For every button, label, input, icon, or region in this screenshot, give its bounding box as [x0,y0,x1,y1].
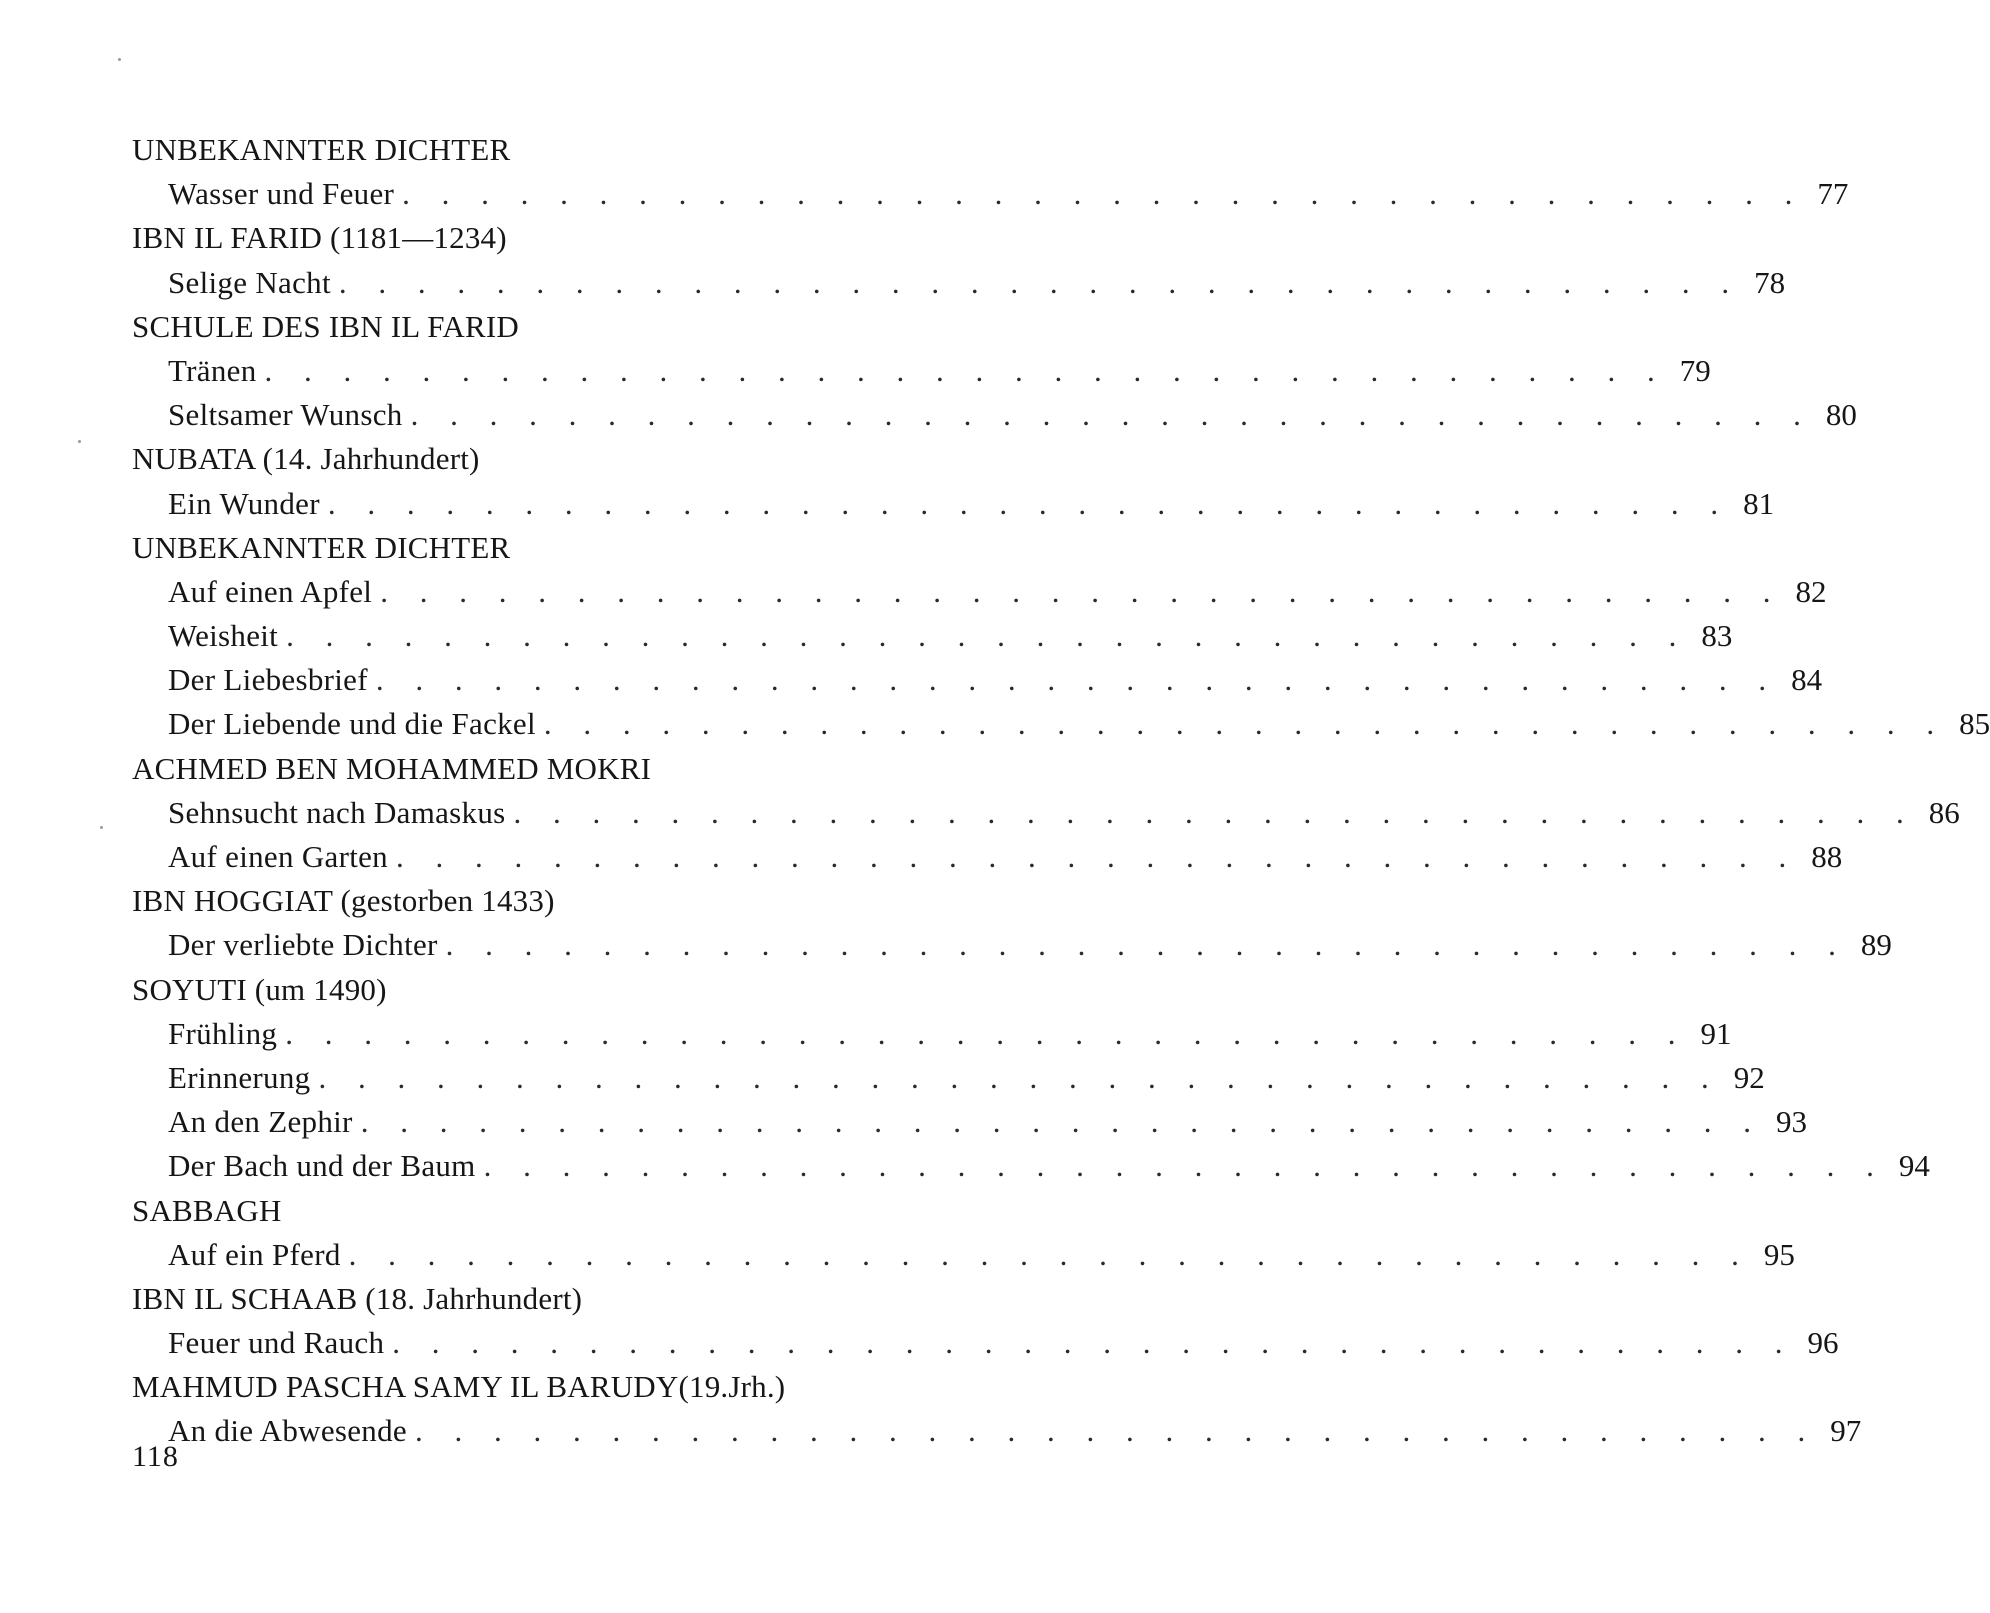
toc-entry [132,1409,1862,1453]
toc-entry-title: Der verliebte Dichter [168,927,438,963]
toc-entry-page: 88 [1811,839,1843,874]
dot-leader: . . . . . . . . . . . . . . . . . . . . . . . . . . . . . . . . . . . . [286,618,1689,654]
toc-entry [132,261,1786,305]
toc-entry-title: Feuer und Rauch [168,1325,385,1361]
toc-entry-page: 78 [1754,264,1786,300]
toc-entry-page: 79 [1679,352,1711,388]
toc-entry-title: Frühling [168,1015,278,1051]
toc-author-heading: SABBAGH [132,1192,282,1228]
toc-entry [132,1012,1732,1056]
toc-entry-page: 81 [1743,485,1775,521]
toc-entry-title: Wasser und Feuer [168,176,395,212]
toc-entry-page: 94 [1898,1148,1930,1184]
toc-entry-title: Selige Nacht [168,264,331,300]
toc-entry [132,791,1960,835]
table-of-contents [132,128,1990,1454]
dot-leader: . . . . . . . . . . . . . . . . . . . . . . . . . . . . . . . . . . . . [348,1236,1751,1272]
toc-entry-page: 85 [1959,706,1990,742]
toc-entry-title: Sehnsucht nach Damaskus [168,794,506,830]
dot-leader: . . . . . . . . . . . . . . . . . . . . . . . . . . . . . . . . . . . . [392,1325,1795,1361]
dot-leader: . . . . . . . . . . . . . . . . . . . . . . . . . . . . . . . . . . . . [483,1148,1886,1184]
toc-entry-page: 86 [1928,794,1960,830]
toc-entry-page: 89 [1860,927,1892,963]
dot-leader: . . . . . . . . . . . . . . . . . . . . . . . . . . . . . . . . . . . . [375,662,1779,698]
toc-entry-title: An den Zephir [168,1104,353,1140]
toc-entry [132,1321,1839,1365]
toc-entry [132,349,1711,393]
toc-entry-title: Seltsamer Wunsch [168,397,403,433]
toc-entry [132,482,1775,526]
dot-leader: . . . . . . . . . . . . . . . . . . . . . . . . . . . . . . . . . . . . [380,573,1783,609]
toc-entry-page: 84 [1791,662,1823,698]
toc-entry-page: 96 [1807,1325,1839,1361]
toc-entry-page: 93 [1775,1104,1807,1140]
toc-author-heading: IBN HOGGIAT (gestorben 1433) [132,883,555,919]
toc-author-heading: NUBATA (14. Jahrhundert) [132,441,480,477]
toc-entry-title: An die Abwesende [168,1413,407,1449]
toc-author-heading: SCHULE DES IBN IL FARID [132,308,519,344]
toc-entry [132,1144,1930,1188]
toc-entry-page: 97 [1830,1413,1862,1449]
toc-entry-title: Erinnerung [168,1059,311,1095]
toc-entry-page: 91 [1700,1015,1732,1051]
toc-entry [132,1100,1807,1144]
toc-entry-page: 92 [1733,1059,1765,1095]
toc-entry [132,923,1892,967]
toc-author-heading: UNBEKANNTER DICHTER [132,132,511,167]
toc-author-heading: IBN IL FARID (1181—1234) [132,220,507,256]
toc-entry [132,658,1823,702]
toc-author-heading: UNBEKANNTER DICHTER [132,529,511,565]
toc-entry [132,835,1843,879]
dot-leader: . . . . . . . . . . . . . . . . . . . . . . . . . . . . . . . . . . . . [513,794,1916,830]
dot-leader: . . . . . . . . . . . . . . . . . . . . . . . . . . . . . . . . . . . . [285,1015,1688,1051]
toc-entry-page: 80 [1825,397,1857,433]
toc-entry [132,702,1990,746]
toc-author-heading: MAHMUD PASCHA SAMY IL BARUDY(19.Jrh.) [132,1369,786,1405]
toc-entry [132,614,1733,658]
dot-leader: . . . . . . . . . . . . . . . . . . . . . . . . . . . . . . . . . . . . [395,839,1799,874]
dot-leader: . . . . . . . . . . . . . . . . . . . . . . . . . . . . . . . . . . . . [543,706,1947,742]
paper-speck [78,440,81,443]
toc-entry-title: Ein Wunder [168,485,320,521]
toc-entry-title: Auf ein Pferd [168,1236,341,1272]
toc-entry-title: Der Liebesbrief [168,662,368,698]
dot-leader: . . . . . . . . . . . . . . . . . . . . . . . . . . . . . . . . . . . . [402,176,1805,212]
toc-entry-title: Auf einen Apfel [168,573,373,609]
toc-entry-page: 77 [1817,176,1849,212]
toc-entry-page: 82 [1795,573,1827,609]
page-number: 118 [132,1440,179,1473]
toc-author-heading: SOYUTI (um 1490) [132,971,387,1007]
toc-entry-page: 95 [1763,1236,1795,1272]
toc-entry-title: Der Bach und der Baum [168,1148,476,1184]
toc-entry-title: Der Liebende und die Fackel [168,706,536,742]
toc-entry-title: Tränen [168,352,257,388]
toc-entry [132,570,1827,614]
dot-leader: . . . . . . . . . . . . . . . . . . . . . . . . . . . . . . . . . . . . [318,1059,1721,1095]
dot-leader: . . . . . . . . . . . . . . . . . . . . . . . . . . . . . . . . . . . . [360,1104,1763,1140]
toc-entry [132,172,1849,216]
toc-author-heading: ACHMED BEN MOHAMMED MOKRI [132,750,652,786]
toc-entry-title: Weisheit [168,618,279,654]
paper-speck [100,826,103,829]
toc-entry [132,1233,1795,1277]
dot-leader: . . . . . . . . . . . . . . . . . . . . . . . . . . . . . . . . . . . . [414,1413,1818,1449]
toc-entry-page: 83 [1701,618,1733,654]
toc-entry [132,1056,1765,1100]
dot-leader: . . . . . . . . . . . . . . . . . . . . . . . . . . . . . . . . . . . . [264,352,1667,388]
dot-leader: . . . . . . . . . . . . . . . . . . . . . . . . . . . . . . . . . . . . [338,264,1742,300]
dot-leader: . . . . . . . . . . . . . . . . . . . . . . . . . . . . . . . . . . . . [410,397,1813,433]
toc-entry-title: Auf einen Garten [168,839,388,874]
toc-author-heading: IBN IL SCHAAB (18. Jahrhundert) [132,1280,583,1316]
paper-speck [118,58,121,61]
toc-entry [132,393,1857,437]
dot-leader: . . . . . . . . . . . . . . . . . . . . . . . . . . . . . . . . . . . . [327,485,1731,521]
dot-leader: . . . . . . . . . . . . . . . . . . . . . . . . . . . . . . . . . . . . [445,927,1848,963]
